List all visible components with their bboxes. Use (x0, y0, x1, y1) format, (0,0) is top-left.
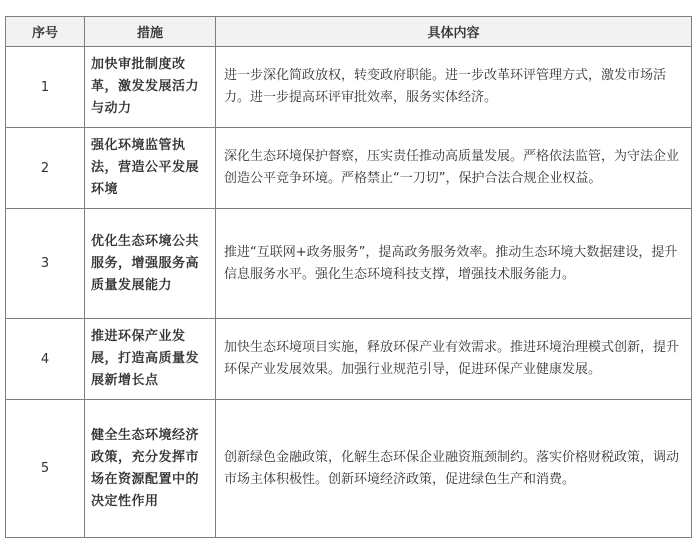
table-row (6, 47, 692, 128)
header-content: 具体内容 (216, 17, 692, 47)
row-measure: 强化环境监管执法，营造公平发展环境 (85, 128, 216, 209)
row-measure: 推进环保产业发展，打造高质量发展新增长点 (85, 319, 216, 400)
row-content: 创新绿色金融政策，化解生态环保企业融资瓶颈制约。落实价格财税政策，调动市场主体积极性。创新环境经济政策，促进绿色生产和消费。 (216, 400, 692, 538)
table-row (6, 209, 692, 319)
table-row (6, 400, 692, 538)
row-content: 加快生态环境项目实施，释放环保产业有效需求。推进环境治理模式创新，提升环保产业发展效果。加强行业规范引导，促进环保产业健康发展。 (216, 319, 692, 400)
row-number: 1 (6, 47, 85, 128)
row-content: 深化生态环境保护督察，压实责任推动高质量发展。严格依法监管，为守法企业创造公平竞争环境。严格禁止“一刀切”，保护合法合规企业权益。 (216, 128, 692, 209)
measures-table (5, 16, 692, 538)
row-measure: 健全生态环境经济政策，充分发挥市场在资源配置中的决定性作用 (85, 400, 216, 538)
table-header-row (6, 17, 692, 47)
row-number: 3 (6, 209, 85, 319)
row-measure: 加快审批制度改革，激发发展活力与动力 (85, 47, 216, 128)
row-content: 进一步深化简政放权，转变政府职能。进一步改革环评管理方式，激发市场活力。进一步提高环评审批效率，服务实体经济。 (216, 47, 692, 128)
row-measure: 优化生态环境公共服务，增强服务高质量发展能力 (85, 209, 216, 319)
row-number: 4 (6, 319, 85, 400)
row-content: 推进“互联网+政务服务”，提高政务服务效率。推动生态环境大数据建设，提升信息服务水平。强化生态环境科技支撑，增强技术服务能力。 (216, 209, 692, 319)
table-row (6, 128, 692, 209)
row-number: 2 (6, 128, 85, 209)
header-serial-number: 序号 (6, 17, 85, 47)
row-number: 5 (6, 400, 85, 538)
table-row (6, 319, 692, 400)
header-measure: 措施 (85, 17, 216, 47)
